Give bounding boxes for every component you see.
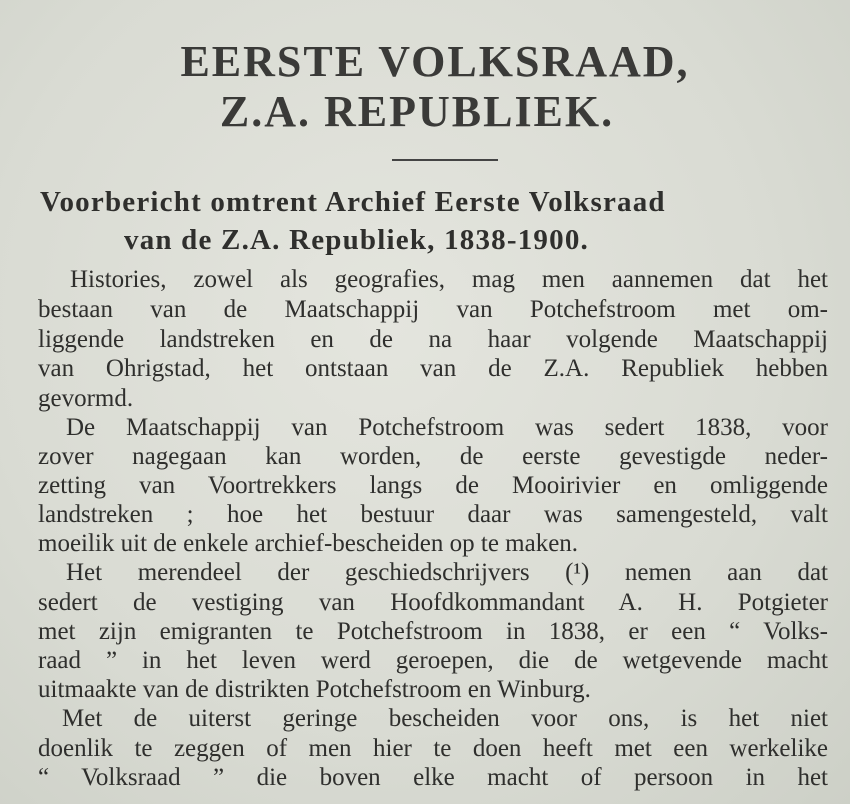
title-divider [392, 159, 498, 161]
body-line: landstreken ; hoe het bestuur daar was samengesteld, valt [38, 501, 828, 528]
page-title-line-1: EERSTE VOLKSRAAD, [180, 37, 690, 86]
body-line: Het merendeel der geschiedschrijvers (¹) nemen aan dat [66, 559, 828, 586]
body-line: doenlik te zeggen of men hier te doen heeft met een werkelike [38, 735, 828, 762]
body-line: liggende landstreken en de na haar volgende Maatschappij [38, 326, 828, 353]
body-line: sedert de vestiging van Hoofdkommandant A. H. Potgieter [38, 589, 828, 616]
body-line: bestaan van de Maatschappij van Potchefstroom met om- [38, 296, 828, 323]
page-title-line-2: Z.A. REPUBLIEK. [219, 87, 615, 136]
body-line: Histories, zowel als geografies, mag men aannemen dat het [70, 266, 828, 293]
body-line: zetting van Voortrekkers langs de Mooirivier en omliggende [38, 472, 828, 499]
body-line: zover nagegaan kan worden, de eerste gevestigde neder- [38, 443, 828, 470]
body-line: raad ” in het leven werd geroepen, die de wetgevende macht [38, 647, 828, 674]
section-heading-line-2: van de Z.A. Republiek, 1838-1900. [124, 224, 589, 256]
body-line: De Maatschappij van Potchefstroom was sedert 1838, voor [66, 414, 828, 441]
body-line: moeilik uit de enkele archief-bescheiden op te maken. [38, 530, 579, 557]
body-line: gevormd. [38, 385, 134, 412]
body-line: uitmaakte van de distrikten Potchefstroom en Winburg. [38, 676, 591, 703]
section-heading-line-1: Voorbericht omtrent Archief Eerste Volksraad [40, 186, 666, 218]
body-line: met zijn emigranten te Potchefstroom in 1838, er een “ Volks- [38, 618, 828, 645]
body-line: Met de uiterst geringe bescheiden voor ons, is het niet [62, 705, 828, 732]
body-line: “ Volksraad ” die boven elke macht of persoon in het [38, 764, 828, 791]
body-line: van Ohrigstad, het ontstaan van de Z.A. Republiek hebben [38, 355, 828, 382]
